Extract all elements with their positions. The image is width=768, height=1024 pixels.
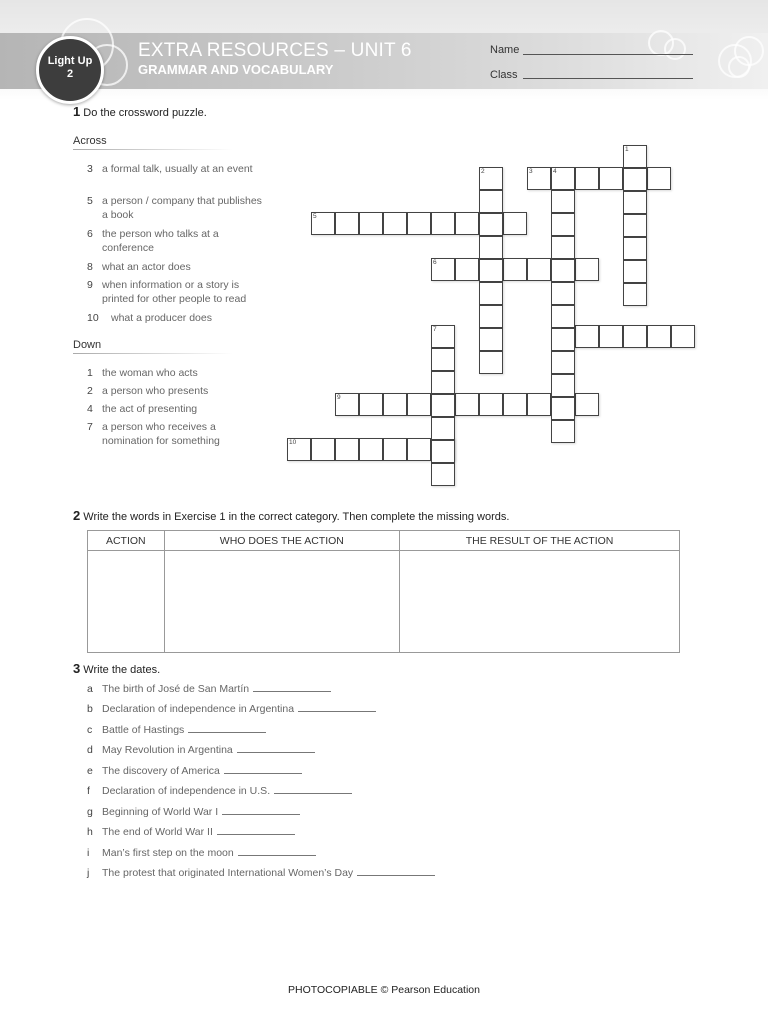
- badge-title: Light Up: [47, 55, 93, 67]
- crossword-cell[interactable]: [479, 282, 503, 305]
- crossword-cell[interactable]: [551, 328, 575, 351]
- item-letter: h: [87, 826, 93, 838]
- crossword-cell[interactable]: [599, 167, 623, 190]
- clue-number: 7: [87, 421, 93, 433]
- answer-cell-result[interactable]: [400, 551, 680, 653]
- crossword-cell[interactable]: [623, 260, 647, 283]
- item-text: Declaration of independence in Argentina: [102, 703, 295, 715]
- date-item: [87, 683, 331, 695]
- crossword-cell[interactable]: [311, 438, 335, 461]
- clue-number-word-4-down: 4: [553, 168, 557, 175]
- crossword-cell[interactable]: [551, 259, 575, 282]
- item-letter: f: [87, 785, 90, 797]
- crossword-cell[interactable]: [479, 236, 503, 259]
- crossword-cell[interactable]: [359, 393, 383, 416]
- item-text: The end of World War II: [102, 826, 213, 838]
- crossword-cell[interactable]: [503, 212, 527, 235]
- name-field[interactable]: [523, 54, 693, 55]
- date-item: [87, 867, 435, 879]
- clue-text: the act of presenting: [102, 403, 198, 415]
- page-subtitle: GRAMMAR AND VOCABULARY: [138, 62, 334, 77]
- column-header-result: THE RESULT OF THE ACTION: [400, 531, 680, 551]
- date-item: [87, 724, 266, 736]
- clue-text: the person who talks at a conference: [102, 228, 219, 254]
- clue-number: 4: [87, 403, 93, 415]
- clue-number-word-6-across: 6: [433, 259, 437, 266]
- item-text: Battle of Hastings: [102, 724, 185, 736]
- crossword-cell[interactable]: [335, 212, 359, 235]
- item-letter: e: [87, 765, 93, 777]
- exercise-instruction: Do the crossword puzzle.: [83, 107, 207, 119]
- across-heading: Across: [73, 135, 107, 147]
- item-letter: i: [87, 847, 90, 859]
- clue-number-word-5-across: 5: [313, 213, 317, 220]
- crossword-cell[interactable]: [623, 325, 647, 348]
- date-item: [87, 826, 295, 838]
- clue-number: 2: [87, 385, 93, 397]
- crossword-cell[interactable]: [407, 212, 431, 235]
- crossword-cell[interactable]: [359, 438, 383, 461]
- clue-down-7: [87, 420, 262, 448]
- crossword-cell[interactable]: [431, 394, 455, 417]
- clue-number-word-1-down: 1: [625, 146, 629, 153]
- date-item: [87, 703, 376, 715]
- clue-across-6: [87, 227, 262, 255]
- clue-number: 5: [87, 195, 93, 207]
- item-letter: d: [87, 744, 93, 756]
- item-letter: b: [87, 703, 93, 715]
- crossword-cell[interactable]: [527, 258, 551, 281]
- class-field[interactable]: [523, 78, 693, 79]
- date-item: [87, 765, 302, 777]
- crossword-cell[interactable]: [551, 213, 575, 236]
- crossword-cell[interactable]: [575, 258, 599, 281]
- badge-level: 2: [66, 68, 74, 80]
- crossword-cell[interactable]: [407, 393, 431, 416]
- crossword-cell[interactable]: [431, 371, 455, 394]
- divider: [73, 149, 233, 150]
- clue-number-word-7-down: 7: [433, 326, 437, 333]
- crossword-cell[interactable]: [551, 397, 575, 420]
- crossword-cell[interactable]: [479, 305, 503, 328]
- divider: [73, 353, 233, 354]
- crossword-cell[interactable]: [383, 438, 407, 461]
- answer-blank[interactable]: [237, 751, 315, 753]
- crossword-cell[interactable]: [623, 237, 647, 260]
- date-item: [87, 785, 352, 797]
- clue-down-2: [87, 384, 262, 398]
- crossword-cell[interactable]: [359, 212, 383, 235]
- clue-text: when information or a story is printed for other people to read: [102, 279, 247, 305]
- date-item: [87, 847, 316, 859]
- column-header-who: WHO DOES THE ACTION: [164, 531, 400, 551]
- crossword-cell[interactable]: [647, 167, 671, 190]
- crossword-cell[interactable]: [503, 393, 527, 416]
- crossword-cell[interactable]: [479, 190, 503, 213]
- crossword-cell[interactable]: [671, 325, 695, 348]
- clue-text: what a producer does: [111, 312, 212, 324]
- answer-blank[interactable]: [253, 690, 331, 692]
- class-label: Class: [490, 69, 518, 81]
- answer-blank[interactable]: [224, 772, 302, 774]
- clue-across-9: [87, 278, 262, 306]
- crossword-cell[interactable]: [383, 393, 407, 416]
- clue-number-word-10-across: 10: [289, 439, 297, 446]
- item-letter: g: [87, 806, 93, 818]
- clue-text: what an actor does: [102, 261, 191, 273]
- crossword-cell[interactable]: [479, 328, 503, 351]
- crossword-cell[interactable]: [479, 351, 503, 374]
- clue-text: a person who presents: [102, 385, 209, 397]
- answer-blank[interactable]: [238, 854, 316, 856]
- bubble-decoration: [664, 38, 686, 60]
- item-text: May Revolution in Argentina: [102, 744, 233, 756]
- category-table: [87, 530, 680, 653]
- crossword-cell[interactable]: [623, 214, 647, 237]
- exercise-number: 3: [73, 661, 81, 676]
- crossword-cell[interactable]: [407, 438, 431, 461]
- answer-cell-action[interactable]: [88, 551, 165, 653]
- clue-across-3: [87, 162, 262, 176]
- crossword-cell[interactable]: [623, 168, 647, 191]
- clue-text: a formal talk, usually at an event: [102, 163, 253, 175]
- exercise-2-heading: [73, 508, 509, 523]
- date-item: [87, 806, 300, 818]
- crossword-cell[interactable]: [623, 191, 647, 214]
- clue-number: 8: [87, 261, 93, 273]
- answer-blank[interactable]: [222, 813, 300, 815]
- clue-number-word-3-across: 3: [529, 168, 533, 175]
- crossword-cell[interactable]: [335, 438, 359, 461]
- answer-blank[interactable]: [274, 792, 352, 794]
- crossword-cell[interactable]: [623, 283, 647, 306]
- clue-number: 9: [87, 279, 93, 291]
- crossword-cell[interactable]: [575, 325, 599, 348]
- clue-number: 10: [87, 312, 99, 324]
- crossword-cell[interactable]: [551, 374, 575, 397]
- answer-cell-who[interactable]: [164, 551, 400, 653]
- crossword-cell[interactable]: [503, 258, 527, 281]
- crossword-cell[interactable]: [431, 463, 455, 486]
- answer-blank[interactable]: [357, 874, 435, 876]
- crossword-cell[interactable]: [431, 348, 455, 371]
- item-letter: a: [87, 683, 93, 695]
- crossword-cell[interactable]: [575, 167, 599, 190]
- exercise-number: 1: [73, 104, 81, 119]
- crossword-cell[interactable]: [551, 305, 575, 328]
- crossword-cell[interactable]: [551, 420, 575, 443]
- exercise-3-heading: [73, 661, 160, 676]
- clue-text: the woman who acts: [102, 367, 198, 379]
- clue-text: a person who receives a nomination for something: [102, 421, 220, 447]
- bubble-decoration: [728, 56, 750, 78]
- light-up-badge: [36, 36, 104, 104]
- item-letter: j: [87, 867, 90, 879]
- name-label: Name: [490, 44, 520, 56]
- crossword-cell[interactable]: [479, 393, 503, 416]
- crossword-cell[interactable]: [455, 258, 479, 281]
- clue-across-8: [87, 260, 262, 274]
- crossword-cell[interactable]: [431, 440, 455, 463]
- crossword-cell[interactable]: [431, 417, 455, 440]
- crossword-cell[interactable]: [551, 351, 575, 374]
- answer-blank[interactable]: [217, 833, 295, 835]
- crossword-cell[interactable]: [479, 213, 503, 236]
- item-text: The discovery of America: [102, 765, 220, 777]
- answer-blank[interactable]: [188, 731, 266, 733]
- crossword-cell[interactable]: [575, 393, 599, 416]
- crossword-cell[interactable]: [599, 325, 623, 348]
- date-item: [87, 744, 315, 756]
- clue-number: 1: [87, 367, 93, 379]
- page-title: EXTRA RESOURCES – UNIT 6: [138, 40, 412, 61]
- clue-across-10: [87, 311, 262, 325]
- exercise-instruction: Write the dates.: [83, 664, 161, 676]
- crossword-cell[interactable]: [527, 393, 551, 416]
- item-text: Beginning of World War I: [102, 806, 219, 818]
- item-text: Declaration of independence in U.S.: [102, 785, 271, 797]
- clue-number: 6: [87, 228, 93, 240]
- exercise-number: 2: [73, 508, 81, 523]
- clue-text: a person / company that publishes a book: [102, 195, 262, 221]
- page-footer: PHOTOCOPIABLE © Pearson Education: [288, 984, 480, 996]
- crossword-cell[interactable]: [455, 212, 479, 235]
- item-text: The birth of José de San Martín: [102, 683, 250, 695]
- clue-across-5: [87, 194, 262, 222]
- clue-down-4: [87, 402, 262, 416]
- column-header-action: ACTION: [88, 531, 165, 551]
- clue-number: 3: [87, 163, 93, 175]
- down-heading: Down: [73, 339, 102, 351]
- item-letter: c: [87, 724, 93, 736]
- crossword-cell[interactable]: [455, 393, 479, 416]
- item-text: Man’s first step on the moon: [102, 847, 234, 859]
- crossword-cell[interactable]: [383, 212, 407, 235]
- crossword-cell[interactable]: [431, 212, 455, 235]
- clue-down-1: [87, 366, 262, 380]
- clue-number-word-2-down: 2: [481, 168, 485, 175]
- clue-number-word-9-across: 9: [337, 394, 341, 401]
- exercise-instruction: Write the words in Exercise 1 in the correct category. Then complete the missing words.: [83, 511, 510, 523]
- crossword-cell[interactable]: [551, 236, 575, 259]
- answer-blank[interactable]: [298, 710, 376, 712]
- crossword-cell[interactable]: [551, 190, 575, 213]
- item-text: The protest that originated International Women’s Day: [102, 867, 354, 879]
- crossword-cell[interactable]: [647, 325, 671, 348]
- crossword-cell[interactable]: [479, 259, 503, 282]
- crossword-cell[interactable]: [551, 282, 575, 305]
- exercise-1-heading: [73, 104, 207, 119]
